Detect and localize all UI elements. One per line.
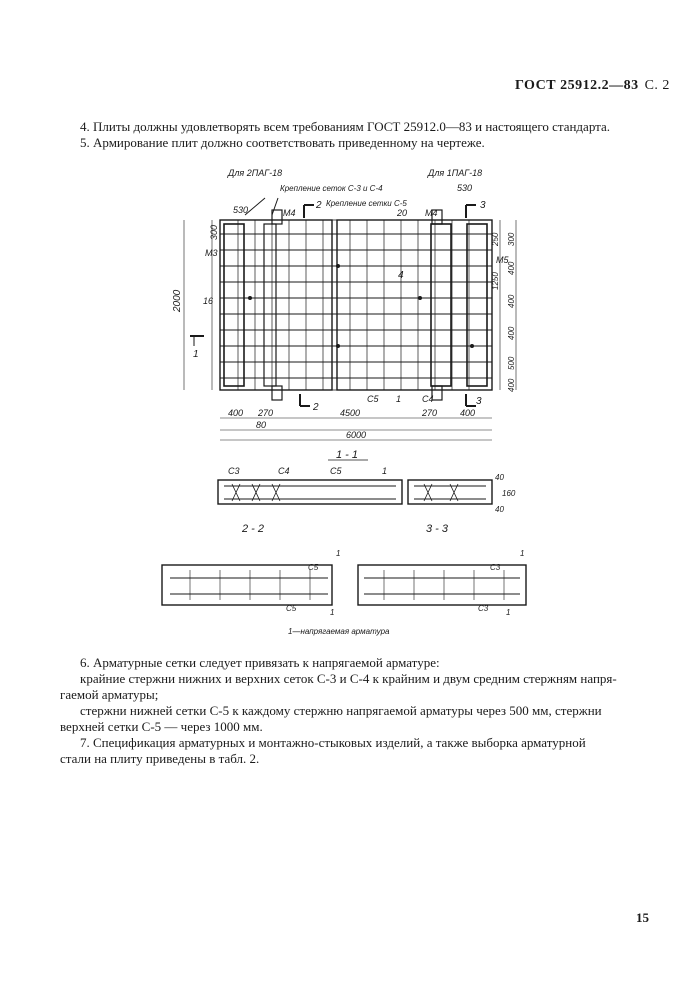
label-fix-c5: Крепление сетки С-5 <box>326 199 407 208</box>
section-1-1-c5: С5 <box>330 466 342 476</box>
drawing-caption: 1—напрягаемая арматура <box>288 627 390 636</box>
dim-6000: 6000 <box>346 430 367 440</box>
section-3-3-n1-bottom: 1 <box>506 608 511 617</box>
dim-500-right: 500 <box>507 356 516 370</box>
page-label: С. 2 <box>644 78 670 93</box>
dim-400-bottom-left: 400 <box>228 408 244 418</box>
paragraph-6-line-3: гаемой арматуры; <box>60 687 159 702</box>
paragraph-7-line-2: стали на плиту приведены в табл. 2. <box>60 751 260 766</box>
section-1-1-d160: 160 <box>502 489 516 498</box>
dim-400c-right: 400 <box>507 326 516 340</box>
marker-c5-plan: С5 <box>367 394 379 404</box>
paragraph-6-line-2: крайние стержни нижних и верхних сеток С-3 и С-4 к крайним и двум средним стержням напря- <box>80 671 617 686</box>
marker-m4-left: М4 <box>283 208 296 218</box>
marker-1-left: 1 <box>193 349 199 360</box>
paragraph-4: 4. Плиты должны удовлетворять всем требованиям ГОСТ 25912.0—83 и настоящего стандарта. <box>80 119 611 134</box>
dim-400b-right: 400 <box>507 294 516 308</box>
section-3-3-c3-bottom: С3 <box>478 604 489 613</box>
dim-2000: 2000 <box>172 289 183 312</box>
section-1-1-d40b: 40 <box>495 505 504 514</box>
marker-c4-plan: С4 <box>422 394 434 404</box>
dim-4500: 4500 <box>340 408 361 418</box>
paragraph-5: 5. Армирование плит должно соответствовать приведенному на чертеже. <box>80 135 485 150</box>
marker-20: 20 <box>397 208 408 218</box>
document-header <box>515 78 670 94</box>
dim-270-bottom-left: 270 <box>258 408 274 418</box>
dim-530-right: 530 <box>457 183 473 193</box>
marker-2-top: 2 <box>316 200 322 211</box>
paragraph-6-line-4: стержни нижней сетки С-5 к каждому стержню напрягаемой арматуры через 500 мм, стержни <box>80 703 602 718</box>
section-2-2-title: 2 - 2 <box>242 523 265 535</box>
dim-300-left: 300 <box>209 224 219 240</box>
dim-300-right: 300 <box>507 232 516 246</box>
section-3-3-n1-top: 1 <box>520 549 525 558</box>
section-1-1-d40a: 40 <box>495 473 504 482</box>
page-number: 15 <box>636 910 649 925</box>
section-1-1-n1: 1 <box>382 466 388 476</box>
label-left-plate: Для 2ПАГ-18 <box>228 168 283 178</box>
label-fix-c3c4: Крепление сеток С-3 и С-4 <box>280 184 383 193</box>
paragraph-6-line-5: верхней сетки С-5 — через 1000 мм. <box>60 719 263 734</box>
section-3-3-c3-top: С3 <box>490 563 501 572</box>
section-2-2-c5-top: С5 <box>308 563 319 572</box>
section-1-1-title: 1 - 1 <box>336 449 359 461</box>
paragraph-6-line-1: 6. Арматурные сетки следует привязать к напрягаемой арматуре: <box>80 655 440 670</box>
marker-16: 16 <box>203 296 214 306</box>
dim-530-left: 530 <box>233 205 249 215</box>
marker-2-bottom: 2 <box>313 402 319 413</box>
dim-400-bottom-right: 400 <box>460 408 476 418</box>
section-1-1-c4: С4 <box>278 466 290 476</box>
label-right-plate: Для 1ПАГ-18 <box>428 168 483 178</box>
reinforcement-drawing <box>160 160 540 650</box>
paragraph-7-line-1: 7. Спецификация арматурных и монтажно-стыковых изделий, а также выборка арматурной <box>80 735 586 750</box>
section-1-1-c3: С3 <box>228 466 240 476</box>
dim-1250-right: 1250 <box>491 272 500 290</box>
marker-3-top: 3 <box>480 200 486 211</box>
dim-400d-right: 400 <box>507 378 516 392</box>
marker-m4-right: М4 <box>425 208 438 218</box>
dim-400a-right: 400 <box>507 261 516 275</box>
section-2-2-n1-bottom: 1 <box>330 608 335 617</box>
marker-1-plan: 1 <box>396 394 402 404</box>
section-2-2-c5-bottom: С5 <box>286 604 297 613</box>
gost-code: ГОСТ 25912.2—83 <box>515 78 639 93</box>
section-3-3-title: 3 - 3 <box>426 523 449 535</box>
marker-m5: М5 <box>496 255 509 265</box>
dim-80: 80 <box>256 420 267 430</box>
marker-3-bottom: 3 <box>476 396 482 407</box>
dim-250-right: 250 <box>491 232 500 246</box>
dim-270-bottom-right: 270 <box>422 408 438 418</box>
section-2-2-n1-top: 1 <box>336 549 341 558</box>
marker-4: 4 <box>398 270 404 281</box>
marker-m3: М3 <box>205 248 218 258</box>
